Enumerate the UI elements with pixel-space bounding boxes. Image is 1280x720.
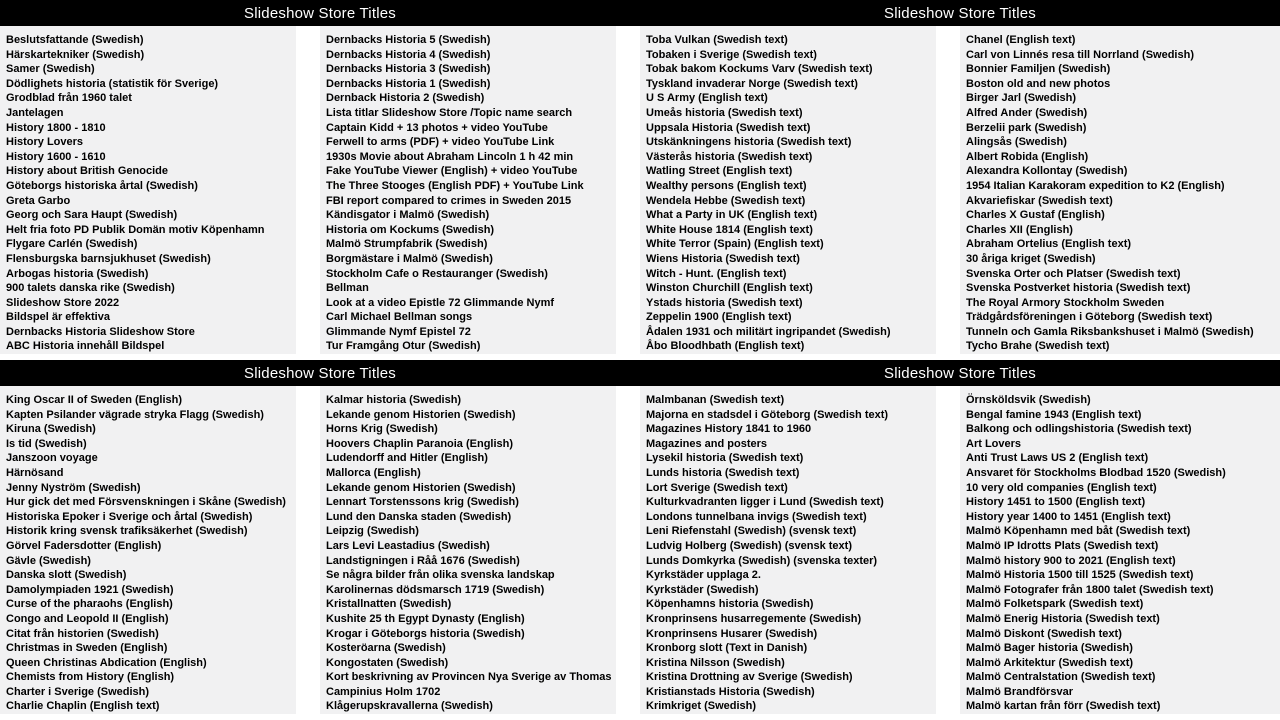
list-item: Trädgårdsföreningen i Göteborg (Swedish text) [966, 311, 1213, 324]
list-item: What a Party in UK (English text) [646, 209, 818, 222]
list-item: Dernbacks Historia 4 (Swedish) [326, 48, 491, 61]
list-item: Glimmande Nymf Epistel 72 [326, 325, 471, 338]
list-item: 10 very old companies (English text) [966, 481, 1157, 494]
list-item: Malmö kartan från förr (Swedish text) [966, 700, 1161, 713]
title-column-3 [640, 26, 936, 354]
list-item: Akvariefiskar (Swedish text) [966, 194, 1113, 207]
list-item: Dernbacks Historia Slideshow Store [6, 325, 195, 338]
list-item: 1954 Italian Karakoram expedition to K2 (English) [966, 179, 1225, 192]
list-item: Arbogas historia (Swedish) [6, 267, 149, 280]
list-item: Gävle (Swedish) [6, 554, 91, 567]
list-item: Charlie Chaplin (English text) [6, 700, 160, 713]
list-item: Damolympiaden 1921 (Swedish) [6, 583, 174, 596]
list-item: Curse of the pharaohs (English) [6, 598, 173, 611]
list-item: History 1800 - 1810 [6, 121, 106, 134]
list-item: Malmbanan (Swedish text) [646, 394, 785, 406]
list-item: Jenny Nyström (Swedish) [6, 481, 141, 494]
list-item: Lekande genom Historien (Swedish) [326, 408, 516, 421]
list-item: History year 1400 to 1451 (English text) [966, 510, 1171, 523]
list-item: Malmö Enerig Historia (Swedish text) [966, 612, 1160, 625]
list-item: Alingsås (Swedish) [966, 136, 1067, 149]
list-item: Kiruna (Swedish) [6, 423, 96, 436]
titles-grid [0, 386, 1280, 714]
list-item: Kyrkstäder (Swedish) [646, 583, 759, 596]
list-item: Is tid (Swedish) [6, 437, 87, 450]
list-item: 900 talets danska rike (Swedish) [6, 282, 175, 295]
list-item: Jantelagen [6, 106, 64, 119]
list-item: Umeås historia (Swedish text) [646, 106, 803, 119]
title-column-2 [320, 386, 616, 714]
list-item: Chemists from History (English) [6, 671, 175, 684]
list-item: White Terror (Spain) (English text) [646, 238, 824, 251]
list-item: Örnsköldsvik (Swedish) [966, 394, 1091, 406]
list-item: Krimkriget (Swedish) [646, 700, 757, 713]
list-item: Kapten Psilander vägrade stryka Flagg (Swedish) [6, 408, 264, 421]
list-item: Christmas in Sweden (English) [6, 642, 168, 655]
list-item: Kristallnatten (Swedish) [326, 598, 452, 611]
list-item: Ystads historia (Swedish text) [646, 296, 803, 309]
list-item: Kort beskrivning av Provincen Nya Sverige av Thomas [326, 671, 612, 684]
list-item: Mallorca (English) [326, 466, 421, 479]
list-item: Historik kring svensk trafiksäkerhet (Swedish) [6, 525, 248, 538]
list-item: The Royal Armory Stockholm Sweden [966, 296, 1165, 309]
list-item: Boston old and new photos [966, 77, 1111, 90]
list-item: History about British Genocide [6, 165, 168, 178]
list-item: Look at a video Epistle 72 Glimmande Nymf [326, 296, 555, 309]
list-item: Köpenhamns historia (Swedish) [646, 598, 814, 611]
list-item: Kalmar historia (Swedish) [326, 394, 462, 406]
list-item: Karolinernas dödsmarsch 1719 (Swedish) [326, 583, 545, 596]
list-item: Winston Churchill (English text) [646, 282, 813, 295]
list-item: Alexandra Kollontay (Swedish) [966, 165, 1128, 178]
list-item: Leni Riefenstahl (Swedish) (svensk text) [646, 525, 857, 538]
section-title-left: Slideshow Store Titles [244, 4, 396, 22]
list-item: History 1451 to 1500 (English text) [966, 496, 1146, 509]
list-item: Horns Krig (Swedish) [326, 423, 438, 436]
title-column-4 [960, 26, 1280, 354]
list-item: Leipzig (Swedish) [326, 525, 419, 538]
list-item: Lund den Danska staden (Swedish) [326, 510, 512, 523]
list-item: 30 åriga kriget (Swedish) [966, 252, 1096, 265]
list-item: Helt fria foto PD Publik Domän motiv Köpenhamn [6, 223, 265, 236]
list-item: Göteborgs historiska årtal (Swedish) [6, 179, 198, 192]
list-item: Svenska Orter och Platser (Swedish text) [966, 267, 1181, 280]
list-item: Kristina Nilsson (Swedish) [646, 656, 785, 669]
list-item: Alfred Ander (Swedish) [966, 106, 1088, 119]
list-item: Georg och Sara Haupt (Swedish) [6, 209, 178, 222]
section-title-right: Slideshow Store Titles [884, 364, 1036, 382]
list-item: Malmö Folketspark (Swedish text) [966, 598, 1144, 611]
list-item: Toba Vulkan (Swedish text) [646, 34, 788, 46]
section-header-bar [0, 0, 1280, 26]
list-item: Kristina Drottning av Sverige (Swedish) [646, 671, 853, 684]
list-item: Hoovers Chaplin Paranoia (English) [326, 437, 514, 450]
list-item: Åbo Bloodhbath (English text) [646, 340, 805, 353]
list-item: Ludvig Holberg (Swedish) (svensk text) [646, 539, 852, 552]
list-item: Malmö Diskont (Swedish text) [966, 627, 1122, 640]
list-item: The Three Stooges (English PDF) + YouTube Link [326, 179, 584, 192]
list-item: Landstigningen i Råå 1676 (Swedish) [326, 554, 520, 567]
list-item: Dernbacks Historia 1 (Swedish) [326, 77, 491, 90]
list-item: Ferwell to arms (PDF) + video YouTube Link [326, 136, 555, 149]
list-item: Kosteröarna (Swedish) [326, 642, 446, 655]
list-item: Dernback Historia 2 (Swedish) [326, 92, 485, 105]
list-item: Klågerupskravallerna (Swedish) [326, 700, 493, 713]
list-item: Malmö Strumpfabrik (Swedish) [326, 238, 488, 251]
list-item: Hur gick det med Försvenskningen i Skåne (Swedish) [6, 496, 286, 509]
list-item: Campinius Holm 1702 [326, 685, 441, 698]
list-item: ABC Historia innehåll Bildspel [6, 340, 165, 353]
list-item: Härnösand [6, 466, 64, 479]
list-item: Wealthy persons (English text) [646, 179, 807, 192]
list-item: Tycho Brahe (Swedish text) [966, 340, 1110, 353]
list-item: Albert Robida (English) [966, 150, 1089, 163]
list-item: Härskartekniker (Swedish) [6, 48, 145, 61]
list-item: Magazines History 1841 to 1960 [646, 423, 812, 436]
list-item: U S Army (English text) [646, 92, 768, 105]
list-item: Wendela Hebbe (Swedish text) [646, 194, 806, 207]
list-item: Zeppelin 1900 (English text) [646, 311, 792, 324]
list-item: Flygare Carlén (Swedish) [6, 238, 138, 251]
list-item: Kushite 25 th Egypt Dynasty (English) [326, 612, 525, 625]
list-item: Carl Michael Bellman songs [326, 311, 473, 324]
list-item: Ludendorff and Hitler (English) [326, 452, 488, 465]
list-item: Watling Street (English text) [646, 165, 793, 178]
list-item: Tobaken i Sverige (Swedish text) [646, 48, 817, 61]
list-item: Bengal famine 1943 (English text) [966, 408, 1142, 421]
list-item: Birger Jarl (Swedish) [966, 92, 1077, 105]
list-item: Citat från historien (Swedish) [6, 627, 159, 640]
list-item: Queen Christinas Abdication (English) [6, 656, 207, 669]
list-item: King Oscar II of Sweden (English) [6, 394, 183, 406]
list-item: Fake YouTube Viewer (English) + video YouTube [326, 165, 578, 178]
list-item: White House 1814 (English text) [646, 223, 813, 236]
list-item: Kronprinsens Husarer (Swedish) [646, 627, 818, 640]
list-item: Kändisgator i Malmö (Swedish) [326, 209, 490, 222]
list-item: History 1600 - 1610 [6, 150, 106, 163]
list-item: Malmö Brandförsvar [966, 685, 1073, 698]
list-item: Majorna en stadsdel i Göteborg (Swedish text) [646, 408, 889, 421]
list-item: Samer (Swedish) [6, 63, 95, 76]
list-item: FBI report compared to crimes in Sweden 2015 [326, 194, 572, 207]
list-item: Historiska Epoker i Sverige och årtal (Swedish) [6, 510, 253, 523]
list-item: Bellman [326, 282, 369, 295]
list-item: Malmö IP Idrotts Plats (Swedish text) [966, 539, 1159, 552]
list-item: Magazines and posters [646, 437, 768, 450]
list-item: Malmö history 900 to 2021 (English text) [966, 554, 1176, 567]
list-item: Janszoon voyage [6, 452, 98, 465]
list-item: Flensburgska barnsjukhuset (Swedish) [6, 252, 211, 265]
list-item: Utskänkningens historia (Swedish text) [646, 136, 852, 149]
list-item: Tyskland invaderar Norge (Swedish text) [646, 77, 858, 90]
list-item: Chanel (English text) [966, 34, 1076, 46]
list-item: Dernbacks Historia 5 (Swedish) [326, 34, 491, 46]
list-item: Dernbacks Historia 3 (Swedish) [326, 63, 491, 76]
list-item: Tur Framgång Otur (Swedish) [326, 340, 481, 353]
list-item: Slideshow Store 2022 [6, 296, 120, 309]
title-column-1 [0, 386, 296, 714]
list-item: Dödlighets historia (statistik för Sverige) [6, 77, 219, 90]
list-item: Lysekil historia (Swedish text) [646, 452, 804, 465]
list-item: Berzelii park (Swedish) [966, 121, 1087, 134]
list-item: Görvel Fadersdotter (English) [6, 539, 162, 552]
list-item: Uppsala Historia (Swedish text) [646, 121, 811, 134]
list-item: Beslutsfattande (Swedish) [6, 34, 144, 46]
title-column-1 [0, 26, 296, 354]
list-item: Congo and Leopold II (English) [6, 612, 169, 625]
list-item: Bonnier Familjen (Swedish) [966, 63, 1111, 76]
list-item: Greta Garbo [6, 194, 71, 207]
section-title-right: Slideshow Store Titles [884, 4, 1036, 22]
list-item: Ådalen 1931 och militärt ingripandet (Swedish) [646, 325, 891, 338]
list-item: Carl von Linnés resa till Norrland (Swedish) [966, 48, 1194, 61]
list-item: Kronborg slott (Text in Danish) [646, 642, 808, 655]
list-item: Anti Trust Laws US 2 (English text) [966, 452, 1149, 465]
list-item: Malmö Historia 1500 till 1525 (Swedish text) [966, 569, 1194, 582]
list-item: Malmö Centralstation (Swedish text) [966, 671, 1156, 684]
list-item: Lista titlar Slideshow Store /Topic name search [326, 106, 573, 119]
list-item: Historia om Kockums (Swedish) [326, 223, 495, 236]
list-item: Lars Levi Leastadius (Swedish) [326, 539, 490, 552]
list-item: Bildspel är effektiva [6, 311, 110, 324]
list-item: Malmö Bager historia (Swedish) [966, 642, 1133, 655]
list-item: Art Lovers [966, 437, 1022, 450]
section-title-left: Slideshow Store Titles [244, 364, 396, 382]
list-item: Malmö Köpenhamn med båt (Swedish text) [966, 525, 1191, 538]
list-item: Ansvaret för Stockholms Blodbad 1520 (Swedish) [966, 466, 1226, 479]
titles-grid [0, 26, 1280, 354]
list-item: Lort Sverige (Swedish text) [646, 481, 788, 494]
list-item: Lekande genom Historien (Swedish) [326, 481, 516, 494]
list-item: Londons tunnelbana invigs (Swedish text) [646, 510, 867, 523]
list-item: Abraham Ortelius (English text) [966, 238, 1132, 251]
list-item: Captain Kidd + 13 photos + video YouTube [326, 121, 548, 134]
list-item: Borgmästare i Malmö (Swedish) [326, 252, 493, 265]
list-item: Malmö Fotografer från 1800 talet (Swedish text) [966, 583, 1214, 596]
titles-section-bottom [0, 360, 1280, 720]
list-item: 1930s Movie about Abraham Lincoln 1 h 42 min [326, 150, 574, 163]
list-item: Se några bilder från olika svenska landskap [326, 569, 555, 582]
list-item: History Lovers [6, 136, 84, 149]
title-column-3 [640, 386, 936, 714]
title-column-4 [960, 386, 1280, 714]
list-item: Danska slott (Swedish) [6, 569, 127, 582]
list-item: Kyrkstäder upplaga 2. [646, 569, 761, 582]
list-item: Wiens Historia (Swedish text) [646, 252, 800, 265]
list-item: Charles XII (English) [966, 223, 1073, 236]
section-header-bar [0, 360, 1280, 386]
list-item: Lennart Torstenssons krig (Swedish) [326, 496, 519, 509]
list-item: Charter i Sverige (Swedish) [6, 685, 150, 698]
list-item: Grodblad från 1960 talet [6, 92, 132, 105]
list-item: Tobak bakom Kockums Varv (Swedish text) [646, 63, 873, 76]
list-item: Lunds Domkyrka (Swedish) (svenska texter) [646, 554, 878, 567]
list-item: Kronprinsens husarregemente (Swedish) [646, 612, 862, 625]
list-item: Kongostaten (Swedish) [326, 656, 449, 669]
list-item: Balkong och odlingshistoria (Swedish text) [966, 423, 1192, 436]
list-item: Kristianstads Historia (Swedish) [646, 685, 815, 698]
title-column-2 [320, 26, 616, 354]
list-item: Lunds historia (Swedish text) [646, 466, 800, 479]
list-item: Stockholm Cafe o Restauranger (Swedish) [326, 267, 548, 280]
list-item: Malmö Arkitektur (Swedish text) [966, 656, 1134, 669]
list-item: Svenska Postverket historia (Swedish text) [966, 282, 1191, 295]
list-item: Krogar i Göteborgs historia (Swedish) [326, 627, 525, 640]
list-item: Witch - Hunt. (English text) [646, 267, 787, 280]
list-item: Charles X Gustaf (English) [966, 209, 1105, 222]
list-item: Kulturkvadranten ligger i Lund (Swedish text) [646, 496, 884, 509]
list-item: Västerås historia (Swedish text) [646, 150, 813, 163]
list-item: Tunneln och Gamla Riksbankshuset i Malmö (Swedish) [966, 325, 1254, 338]
